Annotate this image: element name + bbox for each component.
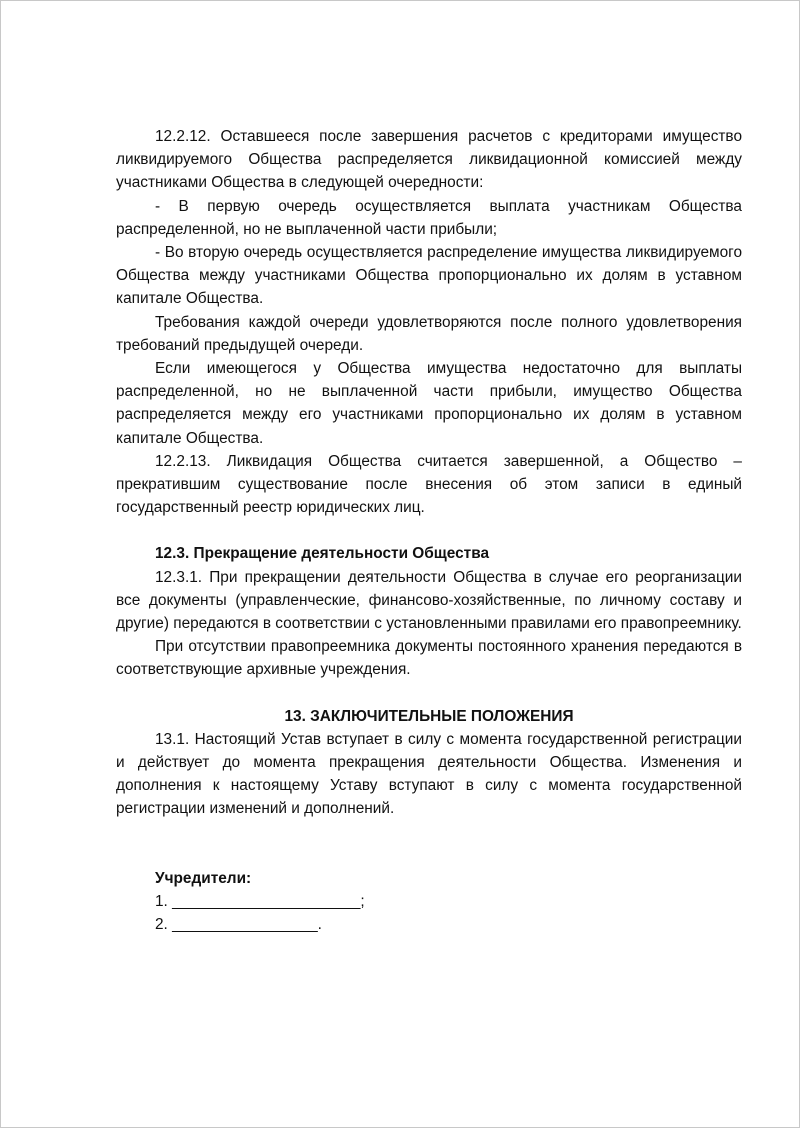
paragraph-no-successor: При отсутствии правопреемника документы постоянного хранения передаются в соответствующие архивные учреждения. (116, 638, 742, 679)
founders-block (116, 867, 742, 937)
paragraph-insufficient-property: Если имеющегося у Общества имущества недостаточно для выплаты распределенной, но не выплаченной части прибыли, имущество Общества распределяется между его участниками пропорционально их долям в уставном капитале Общества. (116, 360, 742, 447)
paragraph-12-3-1: 12.3.1. При прекращении деятельности Общества в случае его реорганизации все документы (управленческие, финансово-хозяйственные, по личному составу и другие) передаются в соответствии с установленными правилами его правопреемнику. (116, 568, 742, 633)
paragraph-12-2-12: 12.2.12. Оставшееся после завершения расчетов с кредиторами имущество ликвидируемого Общества распределяется ликвидационной комиссией между участниками Общества в следующей очередности: (116, 128, 742, 192)
founder-line-1: 1. ______________________; (155, 892, 365, 910)
paragraph-first-priority: - В первую очередь осуществляется выплата участникам Общества распределенной, но не выплаченной части прибыли; (116, 197, 742, 238)
document-body (116, 125, 742, 936)
paragraph-second-priority: - Во вторую очередь осуществляется распределение имущества ликвидируемого Общества между участниками Общества пропорционально их долям в уставном капитале Общества. (116, 244, 742, 308)
paragraph-13-1: 13.1. Настоящий Устав вступает в силу с момента государственной регистрации и действует до момента прекращения деятельности Общества. Изменения и дополнения к настоящему Уставу вступают в силу с момента государственной регистрации изменений и дополнений. (116, 730, 742, 818)
heading-13: 13. ЗАКЛЮЧИТЕЛЬНЫЕ ПОЛОЖЕНИЯ (284, 707, 574, 725)
founders-label: Учредители: (155, 869, 252, 887)
heading-12-3: 12.3. Прекращение деятельности Общества (155, 545, 490, 563)
founder-line-2: 2. _________________. (155, 916, 322, 934)
paragraph-requirements: Требования каждой очереди удовлетворяются после полного удовлетворения требований предыдущей очереди. (116, 313, 742, 354)
paragraph-12-2-13: 12.2.13. Ликвидация Общества считается завершенной, а Общество – прекратившим существование после внесения об этом записи в единый государственный реестр юридических лиц. (116, 452, 742, 517)
